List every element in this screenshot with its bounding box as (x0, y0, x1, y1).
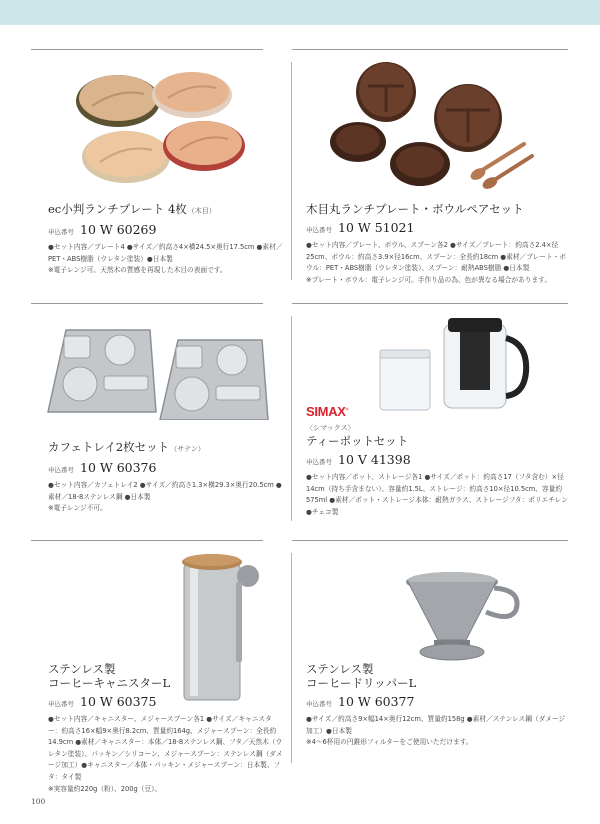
bowl (330, 122, 386, 162)
order-number: 10 W 60375 (80, 694, 157, 709)
round-plate (356, 62, 416, 122)
brand-kana: 〈シマックス〉 (306, 424, 355, 432)
round-plate (434, 84, 502, 152)
product-name (48, 440, 310, 456)
product-coffee-canister (48, 662, 310, 795)
section-rule (292, 303, 568, 304)
product-coffee-dripper (306, 662, 568, 749)
bowl (390, 142, 450, 186)
oval-plate (82, 131, 170, 183)
product-name-text: ec小判ランチプレート 4枚 (48, 202, 187, 216)
order-number: 10 W 60377 (338, 694, 415, 709)
order-number: 10 W 60269 (80, 222, 157, 237)
simax-logo-text: SIMAX (306, 404, 346, 419)
product-description: ●セット内容／プレート、ボウル、スプーン各2 ●サイズ／プレート：約高さ2.4×径25cm、ボウル：約高さ3.9×径16cm、スプーン：全長約18cm ●素材／プレート・ボウル：PET・ABS樹脂（ウレタン塗装）、スプーン：耐熱ABS樹脂 ●日本製 ※プレート・ボウル：電子レンジ可。手作り品の為、色が異なる場合があります。 (306, 241, 567, 284)
oval-plate (152, 72, 232, 118)
simax-logo: SIMAX® (306, 404, 349, 419)
steel-tray (48, 330, 156, 412)
product-round-plate-bowl-set (306, 202, 568, 286)
product-name-text: ステンレス製 コーヒードリッパーL (306, 662, 417, 690)
order-number-label: 申込番号 (306, 458, 332, 466)
product-name (306, 202, 568, 216)
section-rule (292, 49, 568, 50)
product-name-text: カフェトレイ2枚セット (48, 440, 170, 454)
order-number-row (306, 452, 568, 467)
product-description: ●セット内容／ポット、ストレージ各1 ●サイズ／ポット：約高さ17（フタ含む）×径14cm（持ち手含まない）、容量約1.5L、ストレージ：約高さ10×径10.5cm、容量約575ml ●素材／ポット・ストレージ本体：耐熱ガラス、ストレージフタ：ポリエチレン ●チェコ製 (306, 473, 568, 516)
product-description: ●セット内容／キャニスター、メジャースプーン各1 ●サイズ／キャニスター：約高さ16×幅9×奥行8.2cm、質量約164g、メジャースプーン：全長約14.9cm ●素材／キャニスター：本体／18-8ステンレス鋼、フタ／天然木（ウレタン塗装）、パッキン／シリコーン、メジャースプーン：ステンレス鋼（ダメージ加工）●キャニスター／本体・パッキン・メジャースプーン：日本製、フタ：タイ製 ※実容量約220g（粉）、200g（豆）。 (48, 715, 283, 793)
page-number: 100 (31, 797, 46, 806)
oval-plate (76, 75, 160, 127)
product-name-text: ステンレス製 コーヒーキャニスターL (48, 662, 171, 690)
product-teapot-set (306, 404, 568, 518)
product-name (48, 202, 310, 218)
order-number: 10 V 41398 (338, 452, 411, 467)
product-name-text: ティーポットセット (306, 434, 409, 448)
coffee-dripper-photo (398, 570, 524, 666)
product-name-sub: （サテン） (170, 445, 205, 453)
oval-plate (163, 121, 245, 171)
product-name (48, 662, 310, 690)
measuring-spoon (236, 565, 259, 662)
order-number-row (306, 694, 568, 709)
order-number: 10 W 51021 (338, 220, 415, 235)
section-rule (31, 540, 263, 541)
teapot-set-photo (376, 316, 536, 412)
spoon (481, 156, 532, 190)
order-number-label: 申込番号 (48, 228, 74, 236)
order-number: 10 W 60376 (80, 460, 157, 475)
storage-jar (380, 350, 430, 410)
product-oval-lunch-plates (48, 202, 310, 277)
top-color-band (0, 0, 600, 25)
cafe-trays-photo (44, 326, 270, 420)
order-number-row (48, 460, 310, 475)
order-number-label: 申込番号 (306, 226, 332, 234)
order-number-row (306, 220, 568, 235)
steel-dripper (406, 572, 517, 660)
product-description: ●サイズ／約高さ9×幅14×奥行12cm、質量約158g ●素材／ステンレス鋼（ダメージ加工）●日本製 ※4〜6杯用の円錐形フィルターをご使用いただけます。 (306, 715, 566, 747)
product-name (306, 434, 568, 448)
product-description: ●セット内容／プレート4 ●サイズ／約高さ4×横24.5×奥行17.5cm ●素材／PET・ABS樹脂（ウレタン塗装）●日本製 ※電子レンジ可。天然木の質感を再現した木目の表面です。 (48, 243, 283, 275)
order-number-label: 申込番号 (306, 700, 332, 708)
product-cafe-trays (48, 440, 310, 515)
oval-lunch-plates-photo (70, 64, 250, 188)
round-plate-bowl-set-photo (328, 62, 534, 190)
product-description: ●セット内容／カフェトレイ2 ●サイズ／約高さ1.3×横29.3×奥行20.5cm ●素材／18-8ステンレス鋼 ●日本製 ※電子レンジ不可。 (48, 481, 282, 513)
order-number-row (48, 222, 310, 237)
order-number-label: 申込番号 (48, 466, 74, 474)
section-rule (292, 540, 568, 541)
glass-teapot (444, 318, 526, 408)
steel-tray (160, 340, 268, 420)
product-name (306, 662, 568, 690)
product-name-text: 木目丸ランチプレート・ボウルペアセット (306, 202, 524, 216)
order-number-row (48, 694, 310, 709)
product-name-sub: （木目） (187, 207, 216, 215)
order-number-label: 申込番号 (48, 700, 74, 708)
section-rule (31, 49, 263, 50)
section-rule (31, 303, 263, 304)
